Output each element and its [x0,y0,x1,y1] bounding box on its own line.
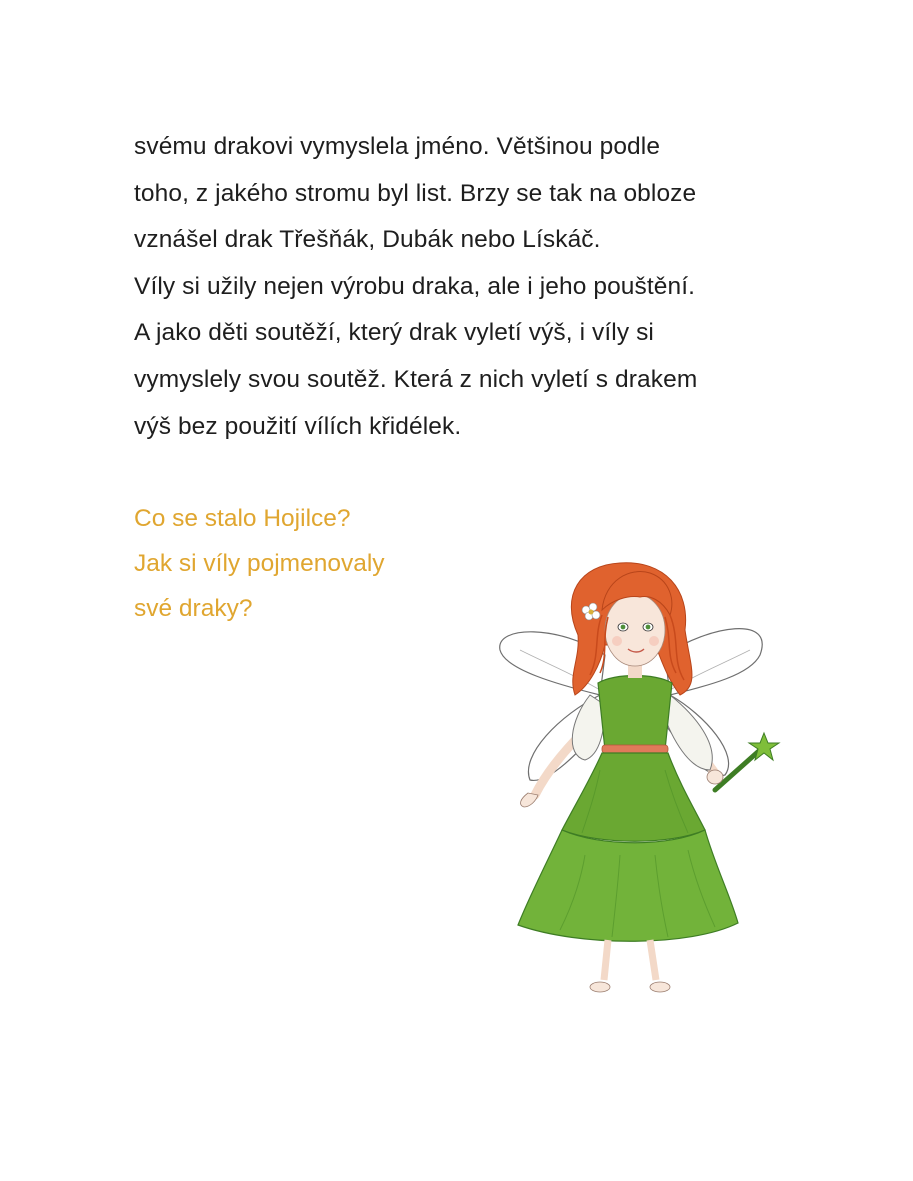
question-line: Co se stalo Hojilce? [134,505,351,532]
question-line: své draky? [134,595,253,622]
story-line: svému drakovi vymyslela jméno. Většinou podle [134,133,661,160]
story-line: vznášel drak Třešňák, Dubák nebo Lískáč. [134,226,601,254]
left-foot [590,982,610,992]
story-line: výš bez použití vílích křidélek. [134,412,462,440]
fairy-illustration [490,555,810,1005]
story-paragraph [134,124,834,450]
story-line: vymyslely svou soutěž. Která z nich vyletí s drakem [134,365,698,393]
right-hand [707,770,723,784]
questions-block [134,496,385,631]
story-line: toho, z jakého stromu byl list. Brzy se tak na obloze [134,179,697,207]
question-line: Jak si víly pojmenovaly [134,550,385,577]
left-leg [604,940,608,980]
belt [602,745,668,753]
right-leg [650,940,656,980]
face [605,594,665,666]
bodice [598,676,672,751]
left-hand [521,793,538,807]
skirt-lower [518,830,738,941]
story-line: A jako děti soutěží, který drak vyletí výš, i víly si [134,319,654,347]
story-line: Víly si užily nejen výrobu draka, ale i jeho pouštění. [134,272,696,300]
right-foot [650,982,670,992]
